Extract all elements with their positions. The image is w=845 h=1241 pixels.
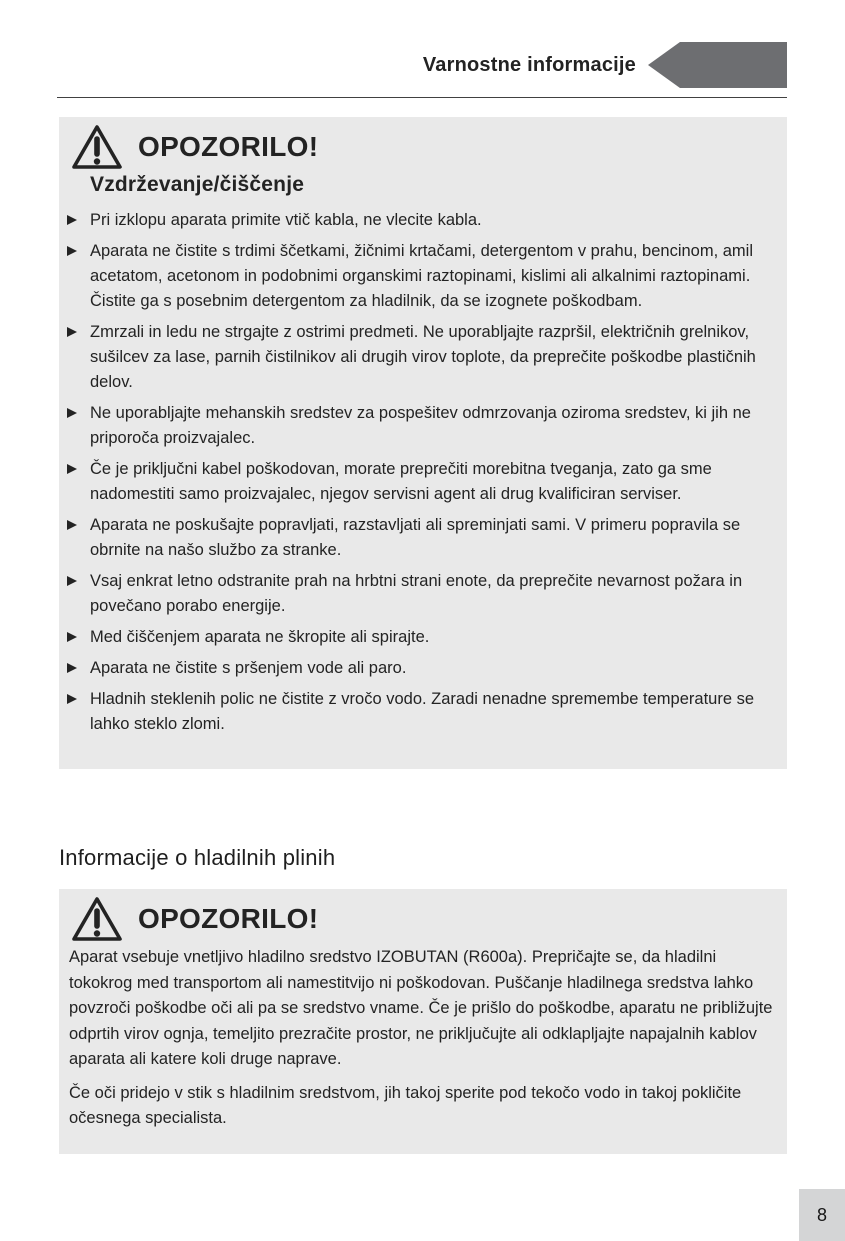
list-item-text: Če je priključni kabel poškodovan, morate preprečiti morebitna tveganja, zato ga sme nadomestiti samo proizvajalec, njegov servisni agent ali drug kvalificiran serviser. [90,460,712,503]
list-item [67,239,771,314]
triangle-bullet-icon [67,457,90,507]
triangle-bullet-icon [67,513,90,563]
list-item-text: Vsaj enkrat letno odstranite prah na hrbtni strani enote, da preprečite nevarnost požara in povečano porabo energije. [90,572,743,615]
list-item [67,320,771,395]
warning-paragraph: Aparat vsebuje vnetljivo hladilno sredstvo IZOBUTAN (R600a). Prepričajte se, da hladilni tokokrog med transportom ali namestitvijo ni poškodovan. Puščanje hladilnega sredstva lahko povzroči poškodbe oči ali pa se sredstvo vname. Če je prišlo do poškodbe, aparatu ne približujte odprtih virov ognja, temeljito prezračite prostor, ne priključujte ali odklapljajte napajalnih kablov aparata ali katere koli druge naprave. [69,948,773,1068]
warning-header [67,124,771,170]
list-item [67,569,771,619]
list-item [67,656,771,681]
list-item-text: Aparata ne poskušajte popravljati, razstavljati ali spreminjati sami. V primeru popravila se obrnite na našo službo za stranke. [90,516,741,559]
warning-paragraph: Če oči pridejo v stik s hladilnim sredstvom, jih takoj sperite pod tekočo vodo in takoj pokličite očesnega specialista. [69,1083,742,1127]
triangle-bullet-icon [67,320,90,395]
warning-header [67,896,773,942]
maintenance-instructions-list [67,208,771,737]
triangle-bullet-icon [67,401,90,451]
maintenance-warning-box [59,117,787,769]
warning-title: OPOZORILO! [138,903,319,934]
list-item [67,208,771,233]
list-item-text: Hladnih steklenih polic ne čistite z vročo vodo. Zaradi nenadne spremembe temperature se lahko steklo zlomi. [90,690,755,733]
list-item-text: Pri izklopu aparata primite vtič kabla, ne vlecite kabla. [90,211,482,229]
list-item-text: Aparata ne čistite s pršenjem vode ali paro. [90,659,407,677]
list-item [67,513,771,563]
warning-triangle-icon [71,124,123,170]
page-number-badge [799,1189,845,1241]
triangle-bullet-icon [67,625,90,650]
warning-triangle-icon [71,896,123,942]
maintenance-subtitle: Vzdrževanje/čiščenje [90,173,305,196]
page-number: 8 [816,1204,827,1225]
triangle-bullet-icon [67,687,90,737]
page-header [57,42,787,88]
warning-title: OPOZORILO! [138,131,319,162]
page-title: Varnostne informacije [422,53,636,76]
refrigerant-warning-box [59,889,787,1154]
triangle-bullet-icon [67,239,90,314]
section-title: Informacije o hladilnih plinih [59,845,336,870]
triangle-bullet-icon [67,656,90,681]
section-tab-arrow-icon [648,42,787,88]
list-item-text: Zmrzali in ledu ne strgajte z ostrimi predmeti. Ne uporabljajte razpršil, električnih grelnikov, sušilcev za lase, parnih čistilnikov ali drugih virov toplote, da preprečite poškodbe plastičnih delov. [90,323,756,391]
list-item [67,401,771,451]
list-item-text: Ne uporabljajte mehanskih sredstev za pospešitev odmrzovanja oziroma sredstev, ki jih ne priporoča proizvajalec. [90,404,751,447]
header-divider [57,97,787,98]
list-item-text: Aparata ne čistite s trdimi ščetkami, žičnimi krtačami, detergentom v prahu, bencinom, amil acetatom, acetonom in podobnimi organskimi raztopinami, kislimi ali alkalnimi raztopinami. Čistite ga s posebnim detergentom za hladilnik, da se izognete poškodbam. [90,242,753,310]
list-item [67,457,771,507]
triangle-bullet-icon [67,569,90,619]
list-item-text: Med čiščenjem aparata ne škropite ali spirajte. [90,628,430,646]
list-item [67,687,771,737]
list-item [67,625,771,650]
refrigerant-warning-text [67,945,773,1132]
triangle-bullet-icon [67,208,90,233]
